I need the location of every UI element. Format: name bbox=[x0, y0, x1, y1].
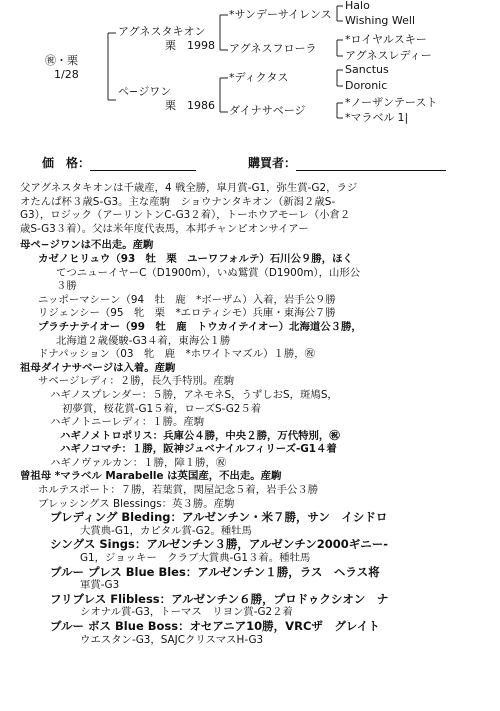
horse-sex-color: ㊗・栗 bbox=[45, 54, 78, 67]
produce-line: カゼノヒリュウ（93 牡 栗 ユーワフォルテ）石川公９勝，ほく bbox=[38, 252, 353, 265]
g-dds: *ノーザンテースト bbox=[345, 96, 438, 109]
sire-name: アグネスタキオン bbox=[118, 25, 206, 38]
sire-desc-line: G3），ロジック（アーリントンC-G3２着），トーホウアモーレ（小倉２ bbox=[20, 209, 351, 222]
g-ddd bbox=[345, 112, 408, 124]
g-ssd: Wishing Well bbox=[345, 14, 416, 27]
sire-desc-line: オたんぱ杯３歳S-G3。主な産駒 ショウナンタキオン（新潟２歳S- bbox=[20, 195, 336, 208]
produce-line: ハギノコマチ：１勝，阪神ジュベナイルフィリーズ-G1４着 bbox=[60, 443, 337, 456]
g-sds: *ロイヤルスキー bbox=[345, 33, 427, 46]
sire-desc-line: 父アグネスタキオンは千歳産，4 戦全勝，皐月賞-G1，弥生賞-G2，ラジ bbox=[20, 182, 358, 194]
granddam-heading: 祖母ダイナサベージは入着。産駒 bbox=[20, 361, 176, 374]
produce-line: シオナル賞-G3，トーマス リヨン賞-G2２着 bbox=[80, 606, 293, 619]
body-text bbox=[20, 182, 490, 647]
sire-info: 栗 1998 bbox=[165, 39, 215, 52]
g-dss: Sanctus bbox=[345, 63, 389, 76]
produce-line: G1，ジョッキー クラブ大賞典-G1３着。種牡馬 bbox=[80, 552, 311, 565]
dam-sire: *ディクタス bbox=[229, 71, 289, 84]
produce-line: ブルー ボス Blue Boss：オセアニア10勝，VRCザ グレイト bbox=[50, 619, 380, 633]
price-label: 価 格： bbox=[42, 156, 91, 170]
produce-line: 初夢賞，桜花賞-G1５着，ローズS-G2５着 bbox=[62, 402, 262, 415]
produce-line: ニッポーマシーン（94 牡 鹿 *ボーザム）入着，岩手公９勝 bbox=[38, 293, 336, 306]
sire-desc-line: 歳S-G3３着）。父は米年度代表馬，本邦チャンピオンサイアー bbox=[20, 222, 309, 235]
sire-dam: アグネスフローラ bbox=[229, 42, 317, 55]
produce-line: てつニューイヤーC（D1900m），いぬ鷲賞（D1900m），山形公 bbox=[56, 266, 361, 279]
produce-line: ホルテスポート：７勝，若葉賞，関屋記念５着，岩手公３勝 bbox=[38, 484, 319, 497]
produce-line: ハギノヴァルカン：１勝，障１勝，㊗ bbox=[50, 456, 227, 469]
produce-line: リジェンシー（95 牝 栗 *エロティシモ）兵庫・東海公７勝 bbox=[38, 307, 336, 320]
g-ddd-name: *マラベル bbox=[345, 111, 395, 124]
produce-line: ウエスタン-G3，SAJCクリスマスH-G3 bbox=[80, 633, 264, 646]
dam-heading: 母ペ−ジワンは不出走。産駒 bbox=[20, 239, 154, 252]
g-sdd: アグネスレディー bbox=[345, 49, 432, 62]
g-dsd: Doronic bbox=[345, 79, 388, 92]
price-row bbox=[42, 154, 196, 171]
produce-line: ３勝 bbox=[56, 280, 77, 293]
dam-dam: ダイナサベージ bbox=[229, 104, 306, 117]
horse-birth-date: 1/28 bbox=[54, 68, 79, 81]
g-sss: Halo bbox=[345, 0, 370, 12]
produce-line: サベージレディ：２勝，長久手特別。産駒 bbox=[38, 375, 235, 388]
produce-line: ハギノスプレンダー：５勝，アネモネS，うずしおS，斑鳩S， bbox=[50, 388, 338, 401]
buyer-label: 購買者： bbox=[248, 156, 297, 170]
produce-line: 北海道２歳優駿-G3４着，東海公１勝 bbox=[56, 334, 231, 347]
produce-line: プラチナテイオー（99 牡 鹿 トウカイテイオー）北海道公３勝， bbox=[38, 320, 362, 333]
produce-line: ブルー プレス Blue Bles：アルゼンチン１勝，ラス ヘラス将 bbox=[50, 564, 380, 579]
buyer-field[interactable] bbox=[296, 158, 446, 171]
produce-line: シングス Sings：アルゼンチン３勝，アルゼンチン2000ギニー- bbox=[50, 537, 389, 552]
sire-sire: *サンデーサイレンス bbox=[229, 8, 332, 21]
price-field[interactable] bbox=[90, 158, 196, 171]
produce-line: ハギノトニーレディ：１勝。産駒 bbox=[50, 416, 205, 429]
buyer-row bbox=[248, 154, 446, 171]
produce-line: 軍賞-G3 bbox=[80, 579, 120, 592]
produce-line: 大賞典-G1，カピタル賞-G2。種牡馬 bbox=[80, 524, 252, 537]
great-granddam-heading: 曾祖母 *マラベル Marabelle は英国産，不出走。産駒 bbox=[20, 470, 282, 483]
produce-line: ドナパッション（03 牝 鹿 *ホワイトマズル）１勝，㊗ bbox=[38, 348, 316, 361]
produce-line: ハギノメトロポリス：兵庫公４勝，中央２勝，万代特別，㊗ bbox=[60, 429, 340, 442]
g-ddd-suffix: 1| bbox=[397, 111, 409, 124]
dam-info: 栗 1986 bbox=[165, 99, 215, 112]
dam-name: ペ−ジワン bbox=[118, 85, 172, 98]
produce-line: フリブレス Flibless：アルゼンチン６勝，プロドゥクシオン ナ bbox=[50, 591, 389, 606]
produce-line: ブレディング Bleding：アルゼンチン・米７勝，サン イシドロ bbox=[50, 510, 388, 525]
produce-line: ブレッシングス Blessings：英３勝。産駒 bbox=[38, 497, 235, 510]
